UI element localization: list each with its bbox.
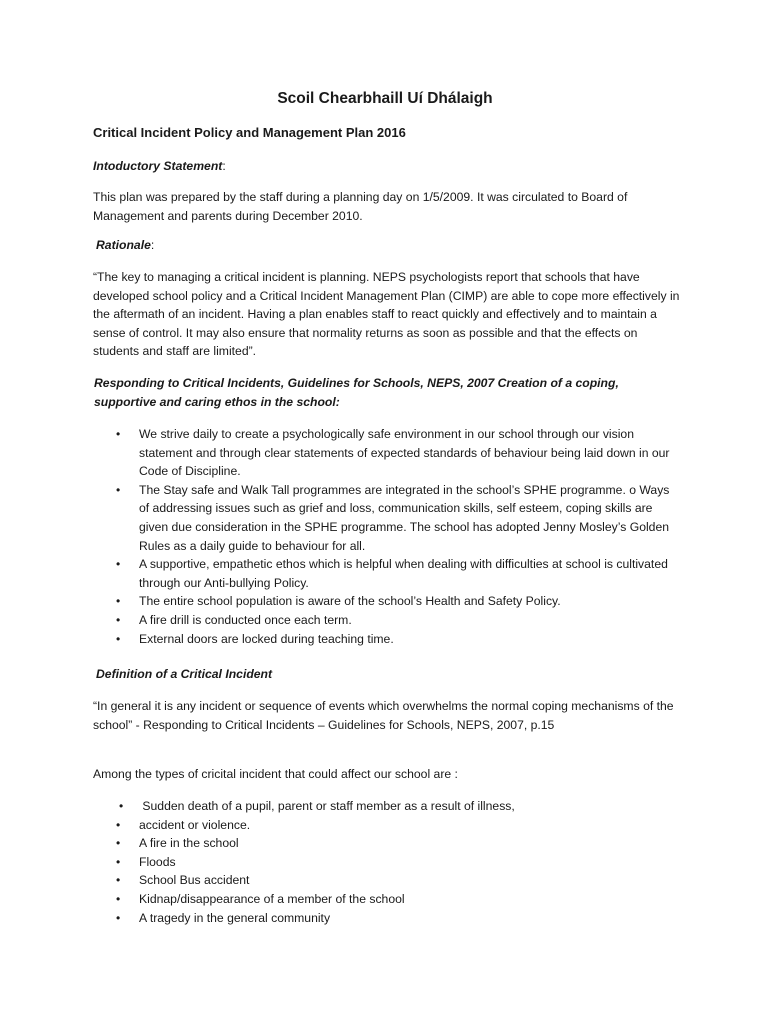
intro-text: This plan was prepared by the staff during a planning day on 1/5/2009. It was circulated to Board of Management and parents during December 2010.	[93, 190, 628, 223]
bullet-icon: •	[116, 891, 121, 906]
list-item-text: External doors are locked during teaching time.	[139, 631, 394, 646]
list-item	[93, 909, 674, 928]
list-item	[93, 834, 674, 853]
list-item-text: accident or violence.	[139, 817, 251, 832]
list-item-text: A tragedy in the general community	[139, 910, 331, 925]
rationale-heading-colon: :	[150, 238, 155, 252]
types-bullet-list	[93, 797, 693, 927]
definition-quote: “In general it is any incident or sequence of events which overwhelms the normal coping mechanisms of the school” - Responding to Critical Incidents – Guidelines for Schools, NEPS, 2007, p.15	[93, 699, 674, 732]
intro-heading-label: Intoductory Statement	[93, 159, 223, 173]
bullet-icon: •	[116, 427, 121, 441]
intro-heading-colon: :	[222, 159, 226, 173]
list-item-text: School Bus accident	[139, 873, 250, 888]
list-item-text: We strive daily to create a psychologically safe environment in our school through our vision statement and through clear statements of expected standards of behaviour being laid down in our Code of Discipline.	[139, 427, 670, 479]
bullet-icon: •	[116, 631, 121, 646]
document-subtitle: Critical Incident Policy and Management Plan 2016	[93, 125, 406, 140]
list-item	[93, 555, 674, 592]
rationale-heading	[96, 236, 696, 255]
list-item	[93, 611, 674, 630]
types-intro: Among the types of cricital incident that could affect our school are :	[93, 767, 458, 781]
list-item-text: The entire school population is aware of the school’s Health and Safety Policy.	[139, 594, 561, 609]
bullet-icon: •	[116, 557, 121, 572]
list-item	[93, 630, 674, 649]
responding-heading: Responding to Critical Incidents, Guidelines for Schools, NEPS, 2007 Creation of a coping, supportive and caring ethos in the school:	[94, 376, 619, 409]
bullet-icon: •	[116, 612, 121, 627]
list-item	[93, 797, 674, 816]
bullet-icon: •	[116, 817, 121, 832]
list-item-text: A fire drill is conducted once each term.	[139, 612, 352, 627]
list-item-text: Floods	[139, 854, 176, 869]
definition-heading: Definition of a Critical Incident	[96, 667, 273, 681]
rationale-text: “The key to managing a critical incident is planning. NEPS psychologists report that schools that have developed school policy and a Critical Incident Management Plan (CIMP) are able to cope more effectively in the aftermath of an incident. Having a plan enables staff to react quickly and effectively and to maintain a sense of control. It may also ensure that normality returns as soon as possible and that the effects on students and staff are limited”.	[93, 270, 680, 359]
list-item	[93, 481, 674, 555]
responding-bullet-list	[93, 425, 693, 648]
bullet-icon: •	[116, 836, 121, 851]
bullet-icon: •	[116, 482, 121, 497]
bullet-icon: •	[116, 873, 121, 888]
list-item	[93, 853, 674, 872]
list-item-text: A supportive, empathetic ethos which is helpful when dealing with difficulties at school is cultivated through our Anti-bullying Policy.	[139, 557, 668, 590]
bullet-icon: •	[116, 594, 121, 609]
list-item-text: A fire in the school	[139, 836, 239, 851]
bullet-icon: •	[116, 910, 121, 925]
list-item-text: Sudden death of a pupil, parent or staff member as a result of illness,	[139, 799, 515, 813]
list-item	[93, 425, 674, 481]
list-item	[93, 871, 674, 890]
list-item-text: Kidnap/disappearance of a member of the school	[139, 891, 405, 906]
list-item	[93, 816, 674, 835]
bullet-icon: •	[116, 854, 121, 869]
intro-heading	[93, 157, 693, 176]
rationale-heading-label: Rationale	[96, 238, 151, 252]
list-item-text: The Stay safe and Walk Tall programmes are integrated in the school’s SPHE programme. o Ways of addressing issues such as grief and loss, communication skills, self esteem, coping skills are given due consideration in the SPHE programme. The school has adopted Jenny Mosley’s Golden Rules as a daily guide to behaviour for all.	[139, 482, 670, 553]
list-item	[93, 592, 674, 611]
document-title: Scoil Chearbhaill Uí Dhálaigh	[277, 90, 493, 107]
list-item	[93, 890, 674, 909]
bullet-icon: •	[119, 799, 124, 813]
